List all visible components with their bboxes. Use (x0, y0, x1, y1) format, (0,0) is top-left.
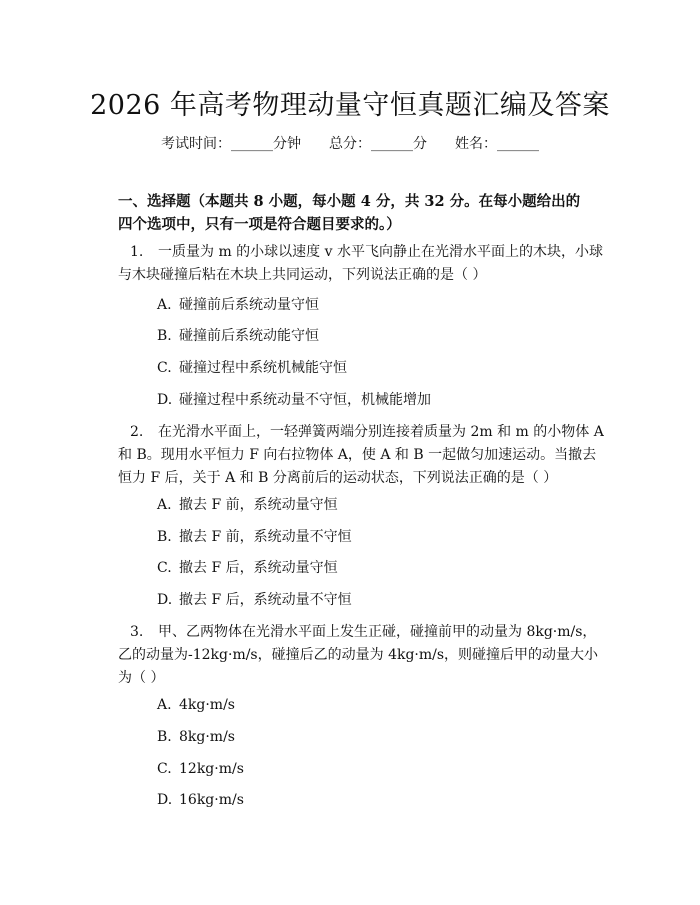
question-2-text: 在光滑水平面上，一轻弹簧两端分别连接着质量为 2m 和 m 的小物体 A 和 B。现用水平恒力 F 向右拉物体 A，使 A 和 B 一起做匀加速运动。当撤去恒力 F 后，关于 A 和 B 分离前后的运动状态，下列说法正确的是（ ） (118, 424, 604, 486)
question-3-number: 3. (130, 624, 144, 640)
question-2-stem (118, 421, 608, 490)
question-3-option-b (157, 727, 235, 747)
option-letter: B. (157, 328, 172, 344)
section-heading: 一、选择题（本题共 8 小题，每小题 4 分，共 32 分。在每小题给出的四个选项中，只有一项是符合题目要求的。） (118, 193, 581, 233)
question-2-option-c (157, 558, 338, 578)
question-1-option-d (157, 390, 431, 410)
question-2-option-a (157, 495, 338, 515)
question-1-option-b (157, 326, 319, 346)
option-letter: A. (157, 297, 172, 313)
page-title: 2026 年高考物理动量守恒真题汇编及答案 (90, 90, 610, 121)
option-text: 撤去 F 后，系统动量不守恒 (179, 592, 352, 608)
exam-time-field: 考试时间：______分钟 (161, 136, 301, 152)
option-text: 4kg·m/s (179, 697, 235, 713)
question-1-text: 一质量为 m 的小球以速度 v 水平飞向静止在光滑水平面上的木块，小球与木块碰撞后粘在木块上共同运动，下列说法正确的是（ ） (118, 244, 603, 283)
question-3-option-d (157, 790, 244, 810)
question-2-number: 2. (130, 424, 144, 440)
option-text: 碰撞过程中系统机械能守恒 (179, 360, 347, 376)
option-letter: A. (157, 497, 172, 513)
option-letter: B. (157, 729, 172, 745)
question-3-stem (118, 621, 608, 690)
option-letter: C. (157, 560, 172, 576)
question-3-text: 甲、乙两物体在光滑水平面上发生正碰，碰撞前甲的动量为 8kg·m/s，乙的动量为-12kg·m/s，碰撞后乙的动量为 4kg·m/s，则碰撞后甲的动量大小为（ ） (118, 624, 599, 686)
question-2-option-b (157, 527, 352, 547)
question-1-option-a (157, 295, 319, 315)
option-letter: A. (157, 697, 172, 713)
option-text: 撤去 F 前，系统动量守恒 (179, 497, 338, 513)
option-text: 碰撞前后系统动能守恒 (179, 328, 319, 344)
option-letter: D. (157, 592, 173, 608)
option-text: 撤去 F 后，系统动量守恒 (179, 560, 338, 576)
option-letter: C. (157, 761, 172, 777)
question-1-stem (118, 241, 608, 287)
option-letter: D. (157, 392, 173, 408)
option-letter: B. (157, 529, 172, 545)
question-1-option-c (157, 358, 347, 378)
option-text: 12kg·m/s (179, 761, 244, 777)
student-name-field: 姓名：______ (455, 136, 539, 152)
option-letter: C. (157, 360, 172, 376)
exam-info-line (0, 133, 700, 153)
option-letter: D. (157, 792, 173, 808)
question-2-option-d (157, 590, 352, 610)
option-text: 撤去 F 前，系统动量不守恒 (179, 529, 352, 545)
total-score-field: 总分：______分 (329, 136, 427, 152)
question-3-option-c (157, 759, 244, 779)
option-text: 碰撞过程中系统动量不守恒，机械能增加 (179, 392, 431, 408)
option-text: 8kg·m/s (179, 729, 235, 745)
question-3-option-a (157, 695, 235, 715)
option-text: 16kg·m/s (179, 792, 244, 808)
question-1-number: 1. (130, 244, 144, 260)
option-text: 碰撞前后系统动量守恒 (179, 297, 319, 313)
